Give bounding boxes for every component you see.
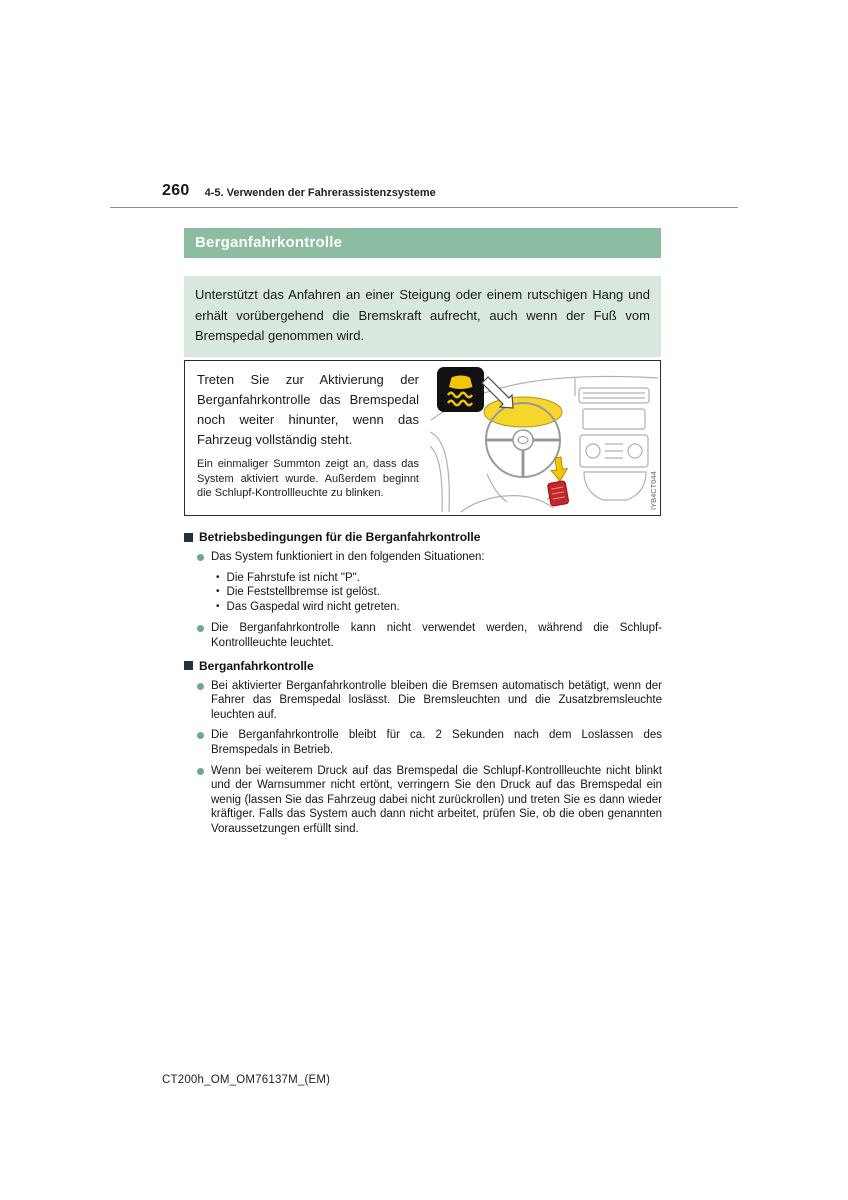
page-title: Berganfahrkontrolle (184, 228, 661, 258)
circle-bullet-icon (197, 625, 204, 632)
sub-bullet-group (184, 571, 662, 615)
note-item-text: Wenn bei weiterem Druck auf das Bremspedal die Schlupf-Kontrollleuchte nicht blinkt und der Warnsummer nicht ertönt, verringern Sie den Druck auf das Bremspedal ein wenig (lassen Sie das Fahrzeug dabei nicht zurückrollen) und treten Sie es dann wieder kräftiger. Falls das System auch dann nicht arbeitet, prüfen Sie, ob die oben genannten Voraussetzungen erfüllt sind. (211, 764, 662, 835)
dashboard-illustration-svg (427, 361, 660, 515)
sub-bullet-item: • Das Gaspedal wird nicht getreten. (216, 600, 662, 615)
square-bullet-icon (184, 661, 193, 670)
note-item-text: Die Berganfahrkontrolle kann nicht verwendet werden, während die Schlupf-Kontrollleuchte leuchtet. (211, 622, 662, 649)
instrument-cluster-highlight (484, 397, 562, 427)
circle-bullet-icon (197, 732, 204, 739)
page-header (110, 182, 738, 208)
circle-bullet-icon (197, 683, 204, 690)
figure-note-text: Ein einmaliger Summton zeigt an, dass das System aktiviert wurde. Außerdem beginnt die Schlupf-Kontrollleuchte zu blinken. (197, 458, 419, 499)
sub-bullet-item: • Die Feststellbremse ist gelöst. (216, 585, 662, 600)
figure-box (184, 360, 661, 516)
figure-code-label: IYB4CT044 (649, 471, 658, 510)
notes-section (184, 530, 662, 843)
summary-box: Unterstützt das Anfahren an einer Steigung oder einem rutschigen Hang und erhält vorübergehend die Bremskraft aufrecht, auch wenn der Fuß vom Bremspedal genommen wird. (184, 276, 661, 357)
sub-bullet-item: • Die Fahrstufe ist nicht "P". (216, 571, 662, 586)
note-heading-label: Betriebsbedingungen für die Berganfahrkontrolle (199, 530, 481, 544)
note-item (197, 728, 662, 757)
note-item (197, 764, 662, 837)
note-heading-hill-start (184, 659, 662, 673)
page-number: 260 (162, 182, 190, 199)
note-item-text: Die Berganfahrkontrolle bleibt für ca. 2 Sekunden nach dem Loslassen des Bremspedals in Betrieb. (211, 729, 662, 756)
figure-main-text: Treten Sie zur Aktivierung der Berganfahrkontrolle das Bremspedal noch weiter hinunter, wenn das Fahrzeug vollständig steht. (197, 372, 419, 447)
circle-bullet-icon (197, 554, 204, 561)
note-heading-label: Berganfahrkontrolle (199, 658, 314, 673)
section-header: 4-5. Verwenden der Fahrerassistenzsysteme (204, 187, 436, 199)
circle-bullet-icon (197, 768, 204, 775)
square-bullet-icon (184, 533, 193, 542)
footer-document-code: CT200h_OM_OM76137M_(EM) (162, 1074, 331, 1086)
note-item (197, 621, 662, 650)
note-item-text: Das System funktioniert in den folgenden Situationen: (211, 551, 485, 563)
note-item (197, 679, 662, 723)
note-item-text: Bei aktivierter Berganfahrkontrolle bleiben die Bremsen automatisch betätigt, wenn der Fahrer das Bremspedal loslässt. Die Bremsleuchten und die Zusatzbremsleuchte leuchten auf. (211, 679, 662, 721)
note-item (197, 550, 662, 565)
slip-indicator-icon (437, 367, 484, 412)
dashboard-illustration (427, 361, 660, 515)
figure-text-column (185, 361, 427, 515)
note-heading-operating-conditions (184, 530, 662, 544)
